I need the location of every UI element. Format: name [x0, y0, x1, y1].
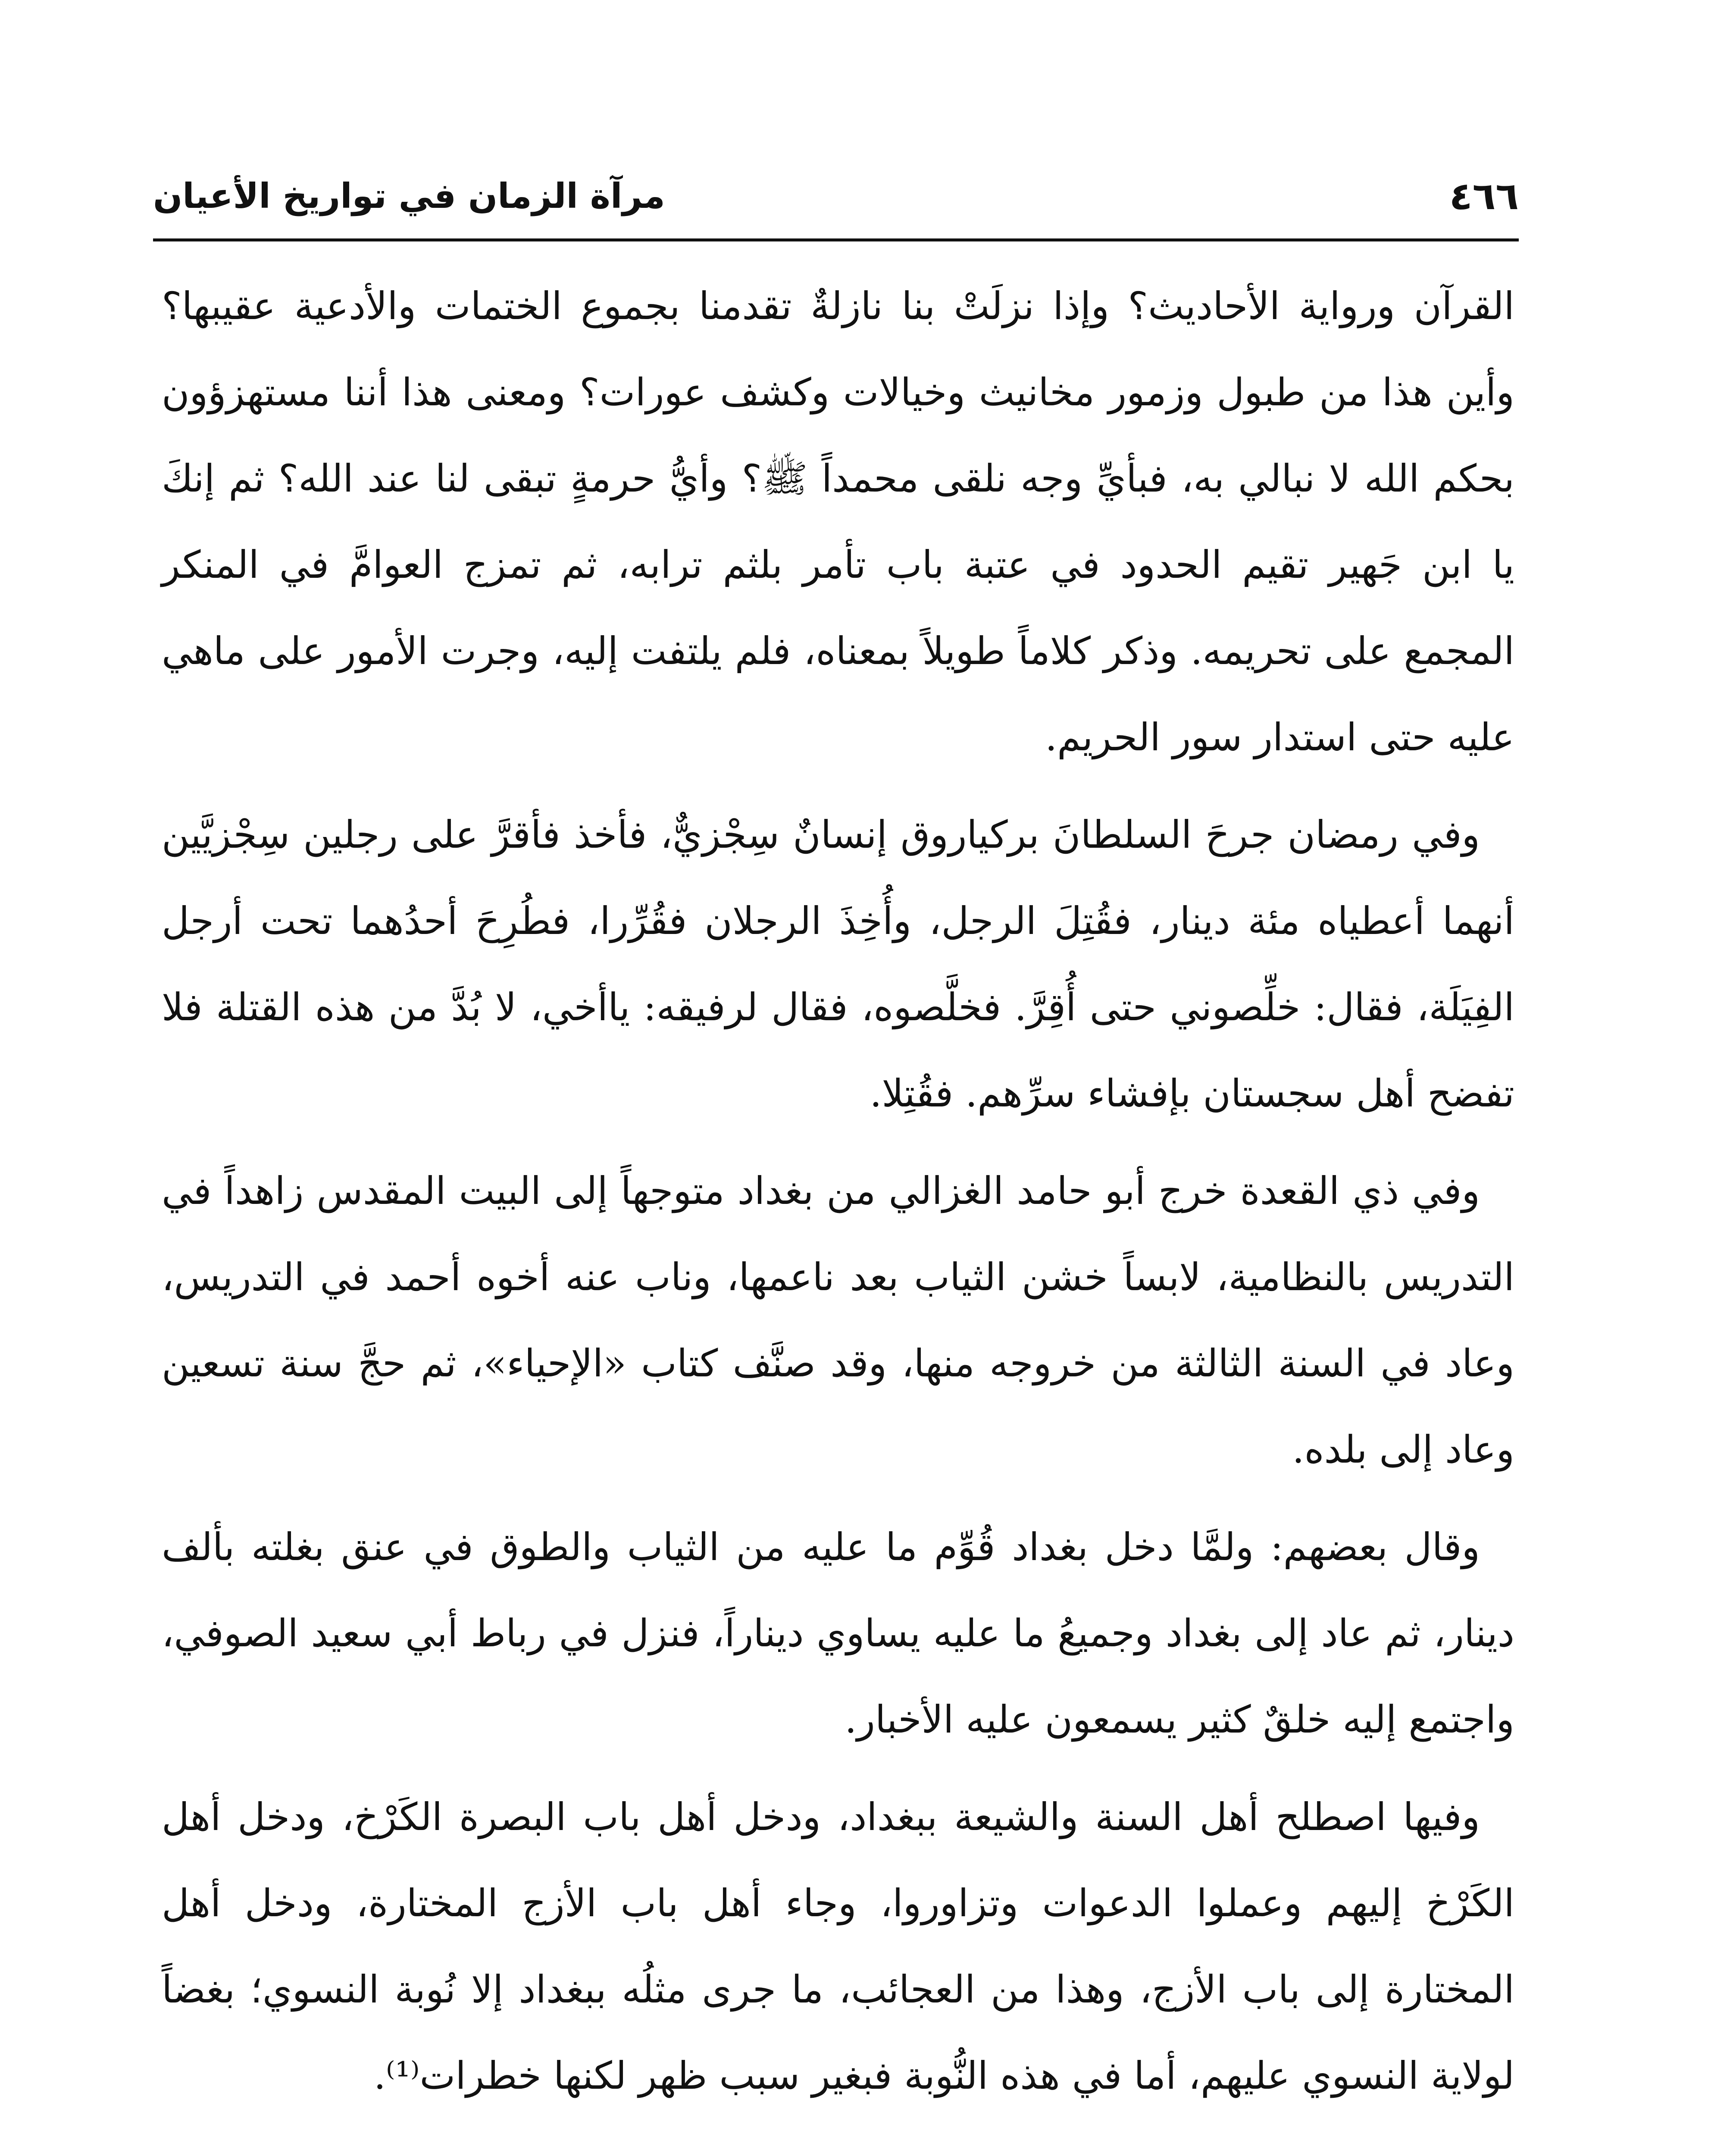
paragraph-1: القرآن ورواية الأحاديث؟ وإذا نزلَتْ بنا نازلةٌ تقدمنا بجموع الختمات والأدعية عقيبها؟ وأين هذا من طبول وزمور مخانيث وخيالات وكشف عورات؟ ومعنى هذا أننا مستهزؤون بحكم الله لا نبالي به، فبأيِّ وجه نلقى محمداً ﷺ؟ وأيُّ حرمةٍ تبقى لنا عند الله؟ ثم إنكَ يا ابن جَهير تقيم الحدود في عتبة باب تأمر بلثم ترابه، ثم تمزج العوامَّ في المنكر المجمع على تحريمه. وذكر كلاماً طويلاً بمعناه، فلم يلتفت إليه، وجرت الأمور على ماهي عليه حتى استدار سور الحريم. [162, 284, 1515, 759]
header-rule [153, 238, 1519, 241]
paragraph-4: وقال بعضهم: ولمَّا دخل بغداد قُوِّم ما عليه من الثياب والطوق في عنق بغلته بألف دينار، ثم عاد إلى بغداد وجميعُ ما عليه يساوي ديناراً، فنزل في رباط أبي سعيد الصوفي، واجتمع إليه خلقٌ كثير يسمعون عليه الأخبار. [162, 1525, 1514, 1742]
running-title: مرآة الزمان في تواريخ الأعيان [153, 176, 665, 216]
page-number: ٤٦٦ [1449, 174, 1519, 218]
paragraph-2: وفي رمضان جرحَ السلطانَ بركياروق إنسانٌ سِجْزيٌّ، فأخذ فأقرَّ على رجلين سِجْزيَّين أنهما أعطياه مئة دينار، فقُتِلَ الرجل، وأُخِذَ الرجلان فقُرِّرا، فطُرِحَ أحدُهما تحت أرجل الفِيَلَة، فقال: خلِّصوني حتى أُقِرَّ. فخلَّصوه، فقال لرفيقه: ياأخي، لا بُدَّ من هذه القتلة فلا تفضح أهل سجستان بإفشاء سرِّهم. فقُتِلا. [162, 812, 1514, 1116]
paragraph-3: وفي ذي القعدة خرج أبو حامد الغزالي من بغداد متوجهاً إلى البيت المقدس زاهداً في التدريس بالنظامية، لابساً خشن الثياب بعد ناعمها، وناب عنه أخوه أحمد في التدريس، وعاد في السنة الثالثة من خروجه منها، وقد صنَّف كتاب «الإحياء»، ثم حجَّ سنة تسعين وعاد إلى بلده. [162, 1169, 1514, 1472]
page-header [153, 172, 1519, 233]
paragraph-5: وفيها اصطلح أهل السنة والشيعة ببغداد، ودخل أهل باب البصرة الكَرْخ، ودخل أهل الكَرْخ إليهم وعملوا الدعوات وتزاوروا، وجاء أهل باب الأزج المختارة، ودخل أهل المختارة إلى باب الأزج، وهذا من العجائب، ما جرى مثلُه ببغداد إلا نُوبة النسوي؛ بغضاً لولاية النسوي عليهم، أما في هذه النُّوبة فبغير سبب ظهر لكنها خطرات⁽¹⁾. [162, 1795, 1514, 2098]
body-text [162, 263, 1514, 2130]
